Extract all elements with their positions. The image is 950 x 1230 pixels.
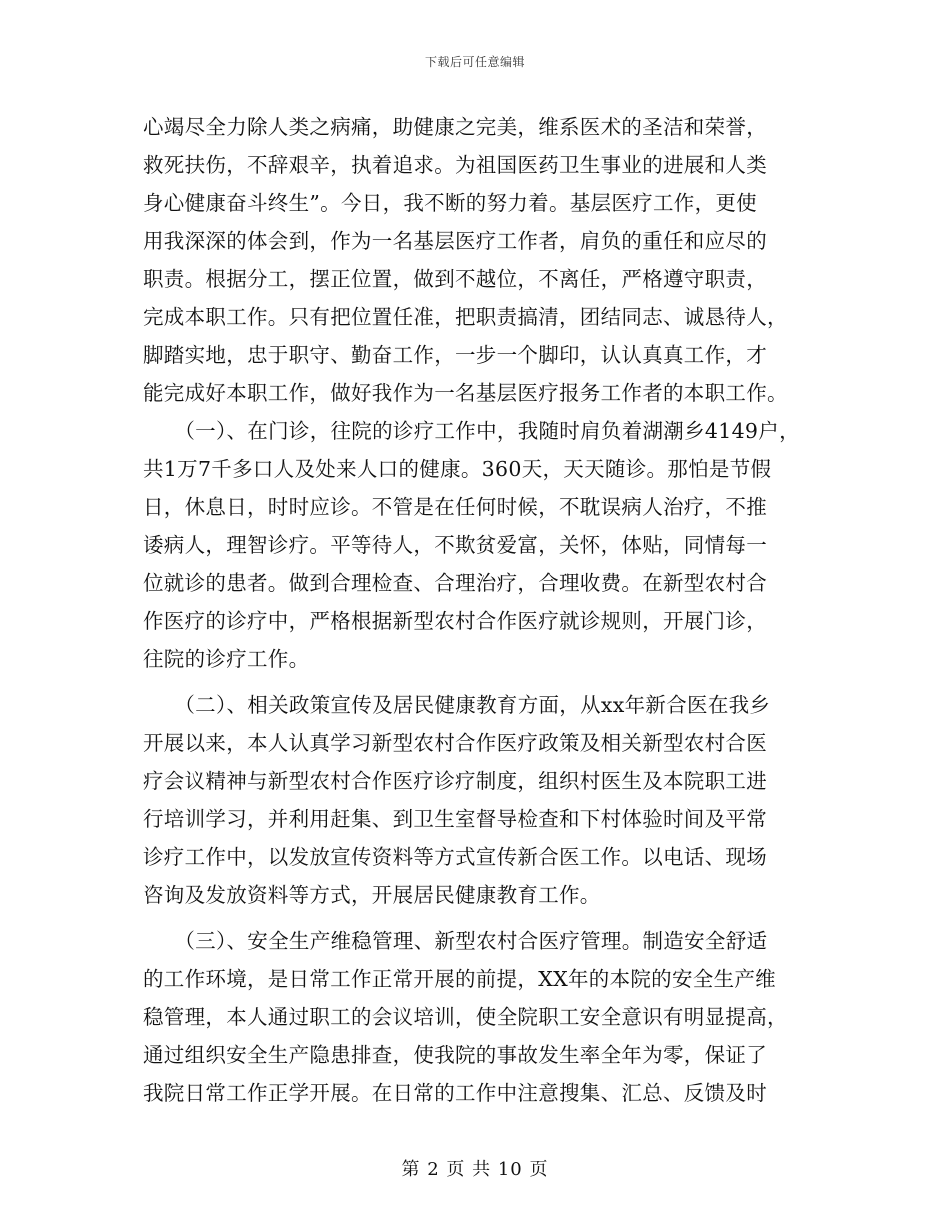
paragraph-gap [143,678,813,686]
text-line: 稳管理，本人通过职工的会议培训，使全院职工安全意识有明显提高， [143,1005,788,1029]
paragraph-start-line: （一）、在门诊，往院的诊疗工作中，我随时肩负着湖潮乡4149户， [143,419,800,443]
text-line: 的工作环境，是日常工作正常开展的前提，XX年的本院的安全生产维 [143,967,776,991]
text-line: 通过组织安全生产隐患排查，使我院的事故发生率全年为零，保证了 [143,1043,767,1067]
text-line: 往院的诊疗工作。 [143,647,310,671]
text-line: 作医疗的诊疗中，严格根据新型农村合作医疗就诊规则，开展门诊， [143,609,767,633]
text-line: 救死扶伤，不辞艰辛，执着追求。为祖国医药卫生事业的进展和人类 [143,153,767,177]
document-body [143,108,813,1112]
paragraph-start-line: （三）、安全生产维稳管理、新型农村合医疗管理。制造安全舒适 [143,929,768,953]
text-line: 能完成好本职工作，做好我作为一名基层医疗报务工作者的本职工作。 [143,381,788,405]
text-line: 心竭尽全力除人类之病痛，助健康之完美，维系医术的圣洁和荣誉， [143,115,767,139]
text-line: 诿病人，理智诊疗。平等待人，不欺贫爱富，关怀，体贴，同情每一 [143,533,767,557]
paragraph-gap [143,914,813,922]
text-line: 我院日常工作正学开展。在日常的工作中注意搜集、汇总、反馈及时 [143,1081,767,1105]
text-line: 咨询及发放资料等方式，开展居民健康教育工作。 [143,883,601,907]
text-line: 用我深深的体会到，作为一名基层医疗工作者，肩负的重任和应尽的 [143,229,767,253]
page-number-footer: 第 2 页 共 10 页 [401,1159,549,1180]
text-line: 完成本职工作。只有把位置任准，把职责搞清，团结同志、诚恳待人， [143,305,788,329]
text-line: 身心健康奋斗终生”。今日，我不断的努力着。基层医疗工作，更使 [143,191,757,215]
text-line: 职责。根据分工，摆正位置，做到不越位，不离任，严格遵守职责， [143,267,767,291]
text-line: 行培训学习，并利用赶集、到卫生室督导检查和下村体验时间及平常 [143,807,767,831]
text-line: 疗会议精神与新型农村合作医疗诊疗制度，组织村医生及本院职工进 [143,769,767,793]
text-line: 脚踏实地，忠于职守、勤奋工作，一步一个脚印，认认真真工作，才 [143,343,767,367]
text-line: 日，休息日，时时应诊。不管是在任何时候，不耽误病人治疗，不推 [143,495,767,519]
text-line: 诊疗工作中，以发放宣传资料等方式宣传新合医工作。以电话、现场 [143,845,767,869]
text-line: 共1万7千多口人及处来人口的健康。360天，天天随诊。那怕是节假 [143,457,772,481]
text-line: 开展以来，本人认真学习新型农村合作医疗政策及相关新型农村合医 [143,731,767,755]
paragraph-start-line: （二）、相关政策宣传及居民健康教育方面，从xx年新合医在我乡 [143,693,771,717]
page-header: 下载后可任意编辑 [424,55,525,69]
text-line: 位就诊的患者。做到合理检查、合理治疗，合理收费。在新型农村合 [143,571,767,595]
